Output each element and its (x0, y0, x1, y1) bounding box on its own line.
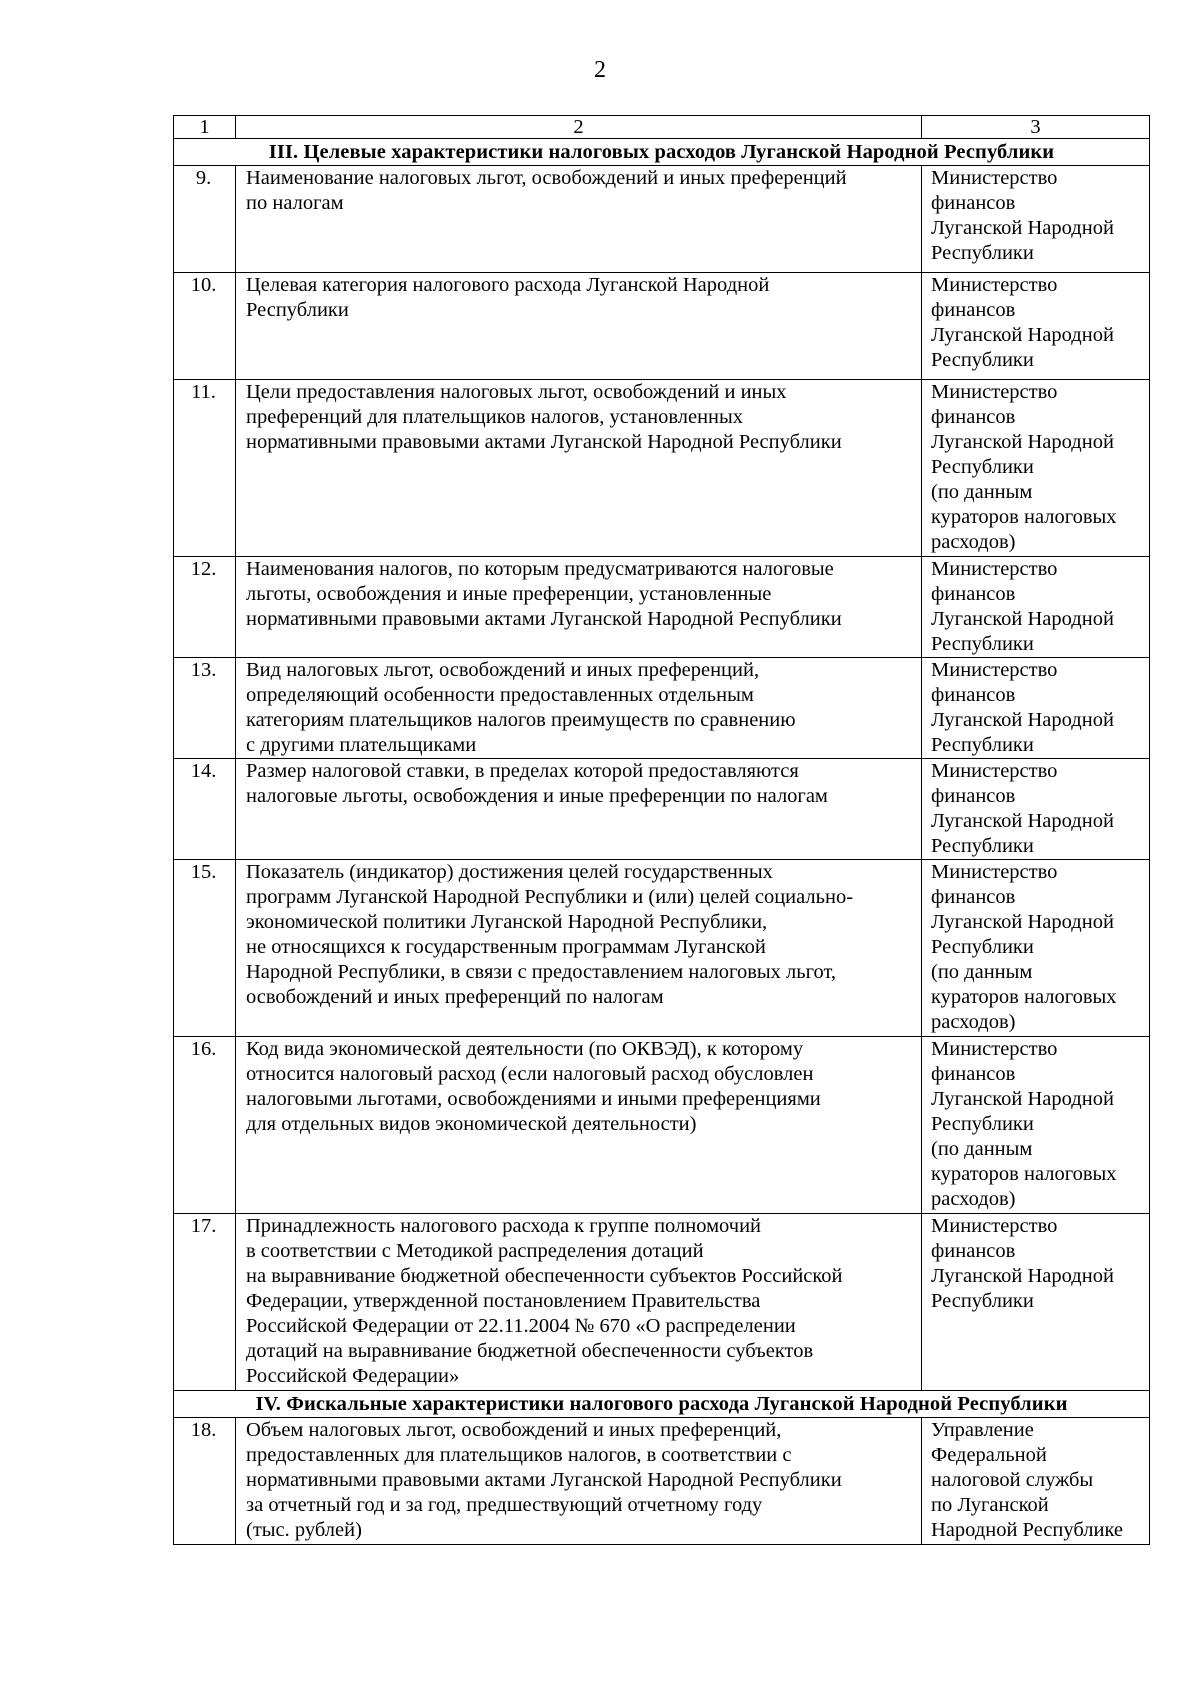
table-row (174, 658, 1150, 759)
table-row (174, 860, 1150, 1037)
row-number: 13. (174, 658, 236, 759)
table-row (174, 380, 1150, 557)
row-number: 10. (174, 273, 236, 380)
header-col-1: 1 (174, 116, 236, 139)
row-indicator-name: Код вида экономической деятельности (по ОКВЭД), к которому относится налоговый расход (если налоговый расход обусловлен налоговыми льготами, освобождениями и иными преференциями для отдельных видов экономической деятельности) (246, 1038, 821, 1135)
row-number: 18. (174, 1418, 236, 1545)
section-title-iii: III. Целевые характеристики налоговых расходов Луганской Народной Республики (174, 139, 1150, 166)
row-data-source: Министерство финансов Луганской Народной Республики (по данным кураторов налоговых расходов) (931, 381, 1117, 553)
row-data-source: Министерство финансов Луганской Народной Республики (931, 1215, 1114, 1312)
table-row (174, 1418, 1150, 1545)
table-row (174, 557, 1150, 658)
row-number: 9. (174, 166, 236, 273)
row-data-source: Министерство финансов Луганской Народной Республики (931, 760, 1114, 857)
row-number: 15. (174, 860, 236, 1037)
section-header-row (174, 1391, 1150, 1418)
row-indicator-name: Принадлежность налогового расхода к группе полномочий в соответствии с Методикой распределения дотаций на выравнивание бюджетной обеспеченности субъектов Российской Федерации, утвержденной постановлением Правительства Российской Федерации от 22.11.2004 № 670 «О распределении дотаций на выравнивание бюджетной обеспеченности субъектов Российской Федерации» (246, 1215, 843, 1387)
row-indicator-name: Наименование налоговых льгот, освобождений и иных преференций по налогам (246, 167, 847, 214)
section-header-row (174, 139, 1150, 166)
header-col-3: 3 (922, 116, 1150, 139)
row-number: 17. (174, 1214, 236, 1391)
row-data-source: Министерство финансов Луганской Народной Республики (по данным кураторов налоговых расходов) (931, 1038, 1117, 1210)
row-indicator-name: Цели предоставления налоговых льгот, освобождений и иных преференций для плательщиков налогов, установленных нормативными правовыми актами Луганской Народной Республики (246, 381, 842, 453)
table-row (174, 1214, 1150, 1391)
row-number: 14. (174, 759, 236, 860)
row-number: 11. (174, 380, 236, 557)
table-row (174, 1037, 1150, 1214)
row-data-source: Министерство финансов Луганской Народной Республики (по данным кураторов налоговых расходов) (931, 861, 1117, 1033)
row-data-source: Министерство финансов Луганской Народной Республики (931, 274, 1114, 371)
tax-expenditure-table (173, 115, 1150, 1545)
row-number: 12. (174, 557, 236, 658)
row-indicator-name: Наименования налогов, по которым предусматриваются налоговые льготы, освобождения и иные преференции, установленные нормативными правовыми актами Луганской Народной Республики (246, 558, 842, 630)
table-row (174, 166, 1150, 273)
row-indicator-name: Показатель (индикатор) достижения целей государственных программ Луганской Народной Республики и (или) целей социально- экономической политики Луганской Народной Республики, не относящихся к государственным программам Луганской Народной Республики, в связи с предоставлением налоговых льгот, освобождений и иных преференций по налогам (246, 861, 854, 1008)
row-indicator-name: Вид налоговых льгот, освобождений и иных преференций, определяющий особенности предоставленных отдельным категориям плательщиков налогов преимуществ по сравнению с другими плательщиками (246, 659, 796, 756)
row-data-source: Министерство финансов Луганской Народной Республики (931, 558, 1114, 655)
row-indicator-name: Объем налоговых льгот, освобождений и иных преференций, предоставленных для плательщиков налогов, в соответствии с нормативными правовыми актами Луганской Народной Республики за отчетный год и за год, предшествующий отчетному году (тыс. рублей) (246, 1419, 842, 1541)
row-number: 16. (174, 1037, 236, 1214)
row-data-source: Министерство финансов Луганской Народной Республики (931, 659, 1114, 756)
section-title-iv: IV. Фискальные характеристики налогового расхода Луганской Народной Республики (174, 1391, 1150, 1418)
table-row (174, 759, 1150, 860)
row-indicator-name: Целевая категория налогового расхода Луганской Народной Республики (246, 274, 770, 321)
row-indicator-name: Размер налоговой ставки, в пределах которой предоставляются налоговые льготы, освобождения и иные преференции по налогам (246, 760, 828, 807)
row-data-source: Министерство финансов Луганской Народной Республики (931, 167, 1114, 264)
page-number: 2 (594, 57, 606, 83)
row-data-source: Управление Федеральной налоговой службы по Луганской Народной Республике (931, 1419, 1124, 1541)
header-col-2: 2 (236, 116, 922, 139)
table-row (174, 273, 1150, 380)
table-header-row (174, 116, 1150, 139)
